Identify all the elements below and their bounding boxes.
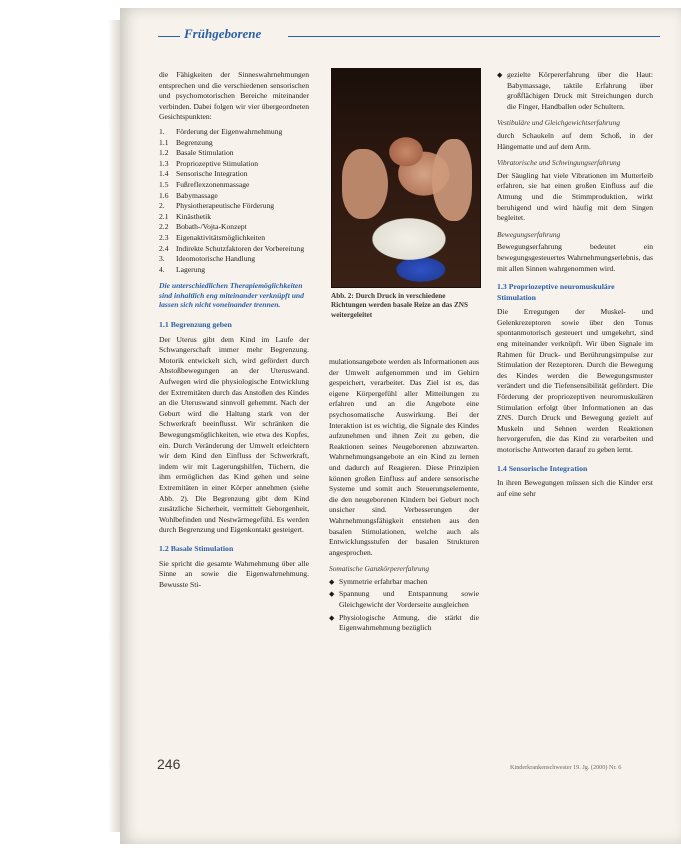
outline-text: Fußreflexzonenmassage — [176, 179, 250, 189]
column-2 — [329, 357, 479, 636]
therapy-outline — [159, 127, 309, 275]
infant-photo — [331, 68, 481, 288]
bullet-list — [329, 577, 479, 634]
section-text: Der Säugling hat viele Vibrationen im Mutterleib erfahren, sie hat einen großen Einfluss auf die Atmung und die Stimmproduktion, wirkt beruhigend und wird häufig mit dem Singen begleitet. — [497, 170, 653, 223]
bullet-diamond-icon: ◆ — [329, 590, 335, 599]
outline-text: Eigenaktivitätsmöglichkeiten — [176, 232, 265, 242]
outline-item — [159, 222, 309, 233]
outline-text: Propriozeptive Stimulation — [176, 158, 259, 168]
section-text: Der Uterus gibt dem Kind im Laufe der Schwangerschaft immer mehr Begrenzung. Motorik entwickelt sich, wird gefördert durch Abstoßbewegungen an der Uteruswand. Aufwegen wird die physiologische Entwicklung der Extremitäten durch das Anstoßen des Kindes an die Uteruswand sinnvoll gehemmt. Nach der Geburt wird die Haltung stark von der Schwerkraft beeinflusst. Wir schränken die Bewegungsmöglichkeiten, wie etwa des Kopfes, ein. Durch Veränderung der Umwelt erleichtern wir dem Kind den Einfluss der Schwerkraft, indem wir mit Lagerungshilfen, Tüchern, die ihm ermöglichen das Kind gehen und seine Extremitäten in einer Körper annehmen (siehe Abb. 2). Die Begrenzung gibt dem Kind zusätzliche Sicherheit, vermittelt Geborgenheit, Wohlbefinden und Nestwärmegefühl. Es werden durch Begrenzung und Eigenkontakt gesteigert. — [159, 334, 309, 535]
header-rule-left — [158, 36, 180, 37]
outline-number: 1.5 — [159, 179, 169, 189]
outline-number: 1.4 — [159, 169, 169, 179]
outline-item — [159, 191, 309, 202]
bullet-diamond-icon: ◆ — [329, 613, 335, 622]
intro-paragraph: die Fähigkeiten der Sinneswahrnehmungen entsprechen und die verschiedenen sensorischen und psychomotorischen Bereiche miteinander verbinden. Dabei folgen wir vier übergeordneten Gesichtspunkten: — [159, 70, 309, 122]
outline-number: 3. — [159, 254, 165, 264]
outline-text: Physiotherapeutische Förderung — [176, 201, 275, 211]
outline-item — [159, 201, 309, 212]
running-header — [140, 26, 660, 46]
outline-item — [159, 265, 309, 276]
section-heading: 1.2 Basale Stimulation — [159, 543, 234, 553]
outline-item — [159, 127, 309, 138]
column-1 — [159, 70, 309, 594]
outline-text: Bobath-/Vojta-Konzept — [176, 222, 247, 232]
outline-number: 1. — [159, 126, 165, 136]
section-text: Bewegungserfahrung bedeutet ein bewegungsgesteuertes Wahrnehmungserlebnis, das mit allen Sinnen wahrgenommen wird. — [497, 242, 653, 273]
outline-item — [159, 148, 309, 159]
header-rule-right — [288, 36, 660, 37]
outline-item — [159, 159, 309, 170]
bullet-text: Physiologische Atmung, die stärkt die Eigenwahrnehmung bezüglich — [339, 612, 479, 633]
page-number: 246 — [157, 756, 181, 772]
subsection-heading: Vibratorische und Schwingungserfahrung — [497, 158, 621, 168]
outline-text: Begrenzung — [176, 137, 213, 147]
photo-caption: Abb. 2: Durch Druck in verschiedene Richtungen werden basale Reize an das ZNS weitergeleitet — [331, 292, 468, 319]
outline-number: 2.2 — [159, 222, 169, 232]
outline-text: Babymassage — [176, 190, 218, 200]
bullet-text: Spannung und Entspannung sowie Gleichgewicht der Vorderseite ausgleichen — [339, 589, 479, 610]
outline-number: 2.3 — [159, 232, 169, 242]
outline-text: Basale Stimulation — [176, 148, 234, 158]
section-text: durch Schaukeln auf dem Schoß, in der Hängematte und auf dem Arm. — [497, 130, 653, 151]
hand-right-shape — [432, 139, 472, 221]
section-text: In ihren Bewegungen müssen sich die Kinder erst auf eine sehr — [497, 478, 653, 498]
outline-item — [159, 254, 309, 265]
column-3 — [497, 70, 653, 503]
outline-number: 1.2 — [159, 148, 169, 158]
outline-item — [159, 244, 309, 255]
bullet-item — [329, 589, 479, 610]
section-text: mulationsangebote werden als Informationen aus der Umwelt aufgenommen und im Gehirn gespeichert, verarbeitet. Das Ziel ist es, das eigene Körpergefühl aller Mitteilungen zu erfahren und an die Angebote eine psychosomatische Auswirkung. Bei der Interaktion ist es wichtig, die Signale des Kindes aufzunehmen und ihnen Zeit zu geben, die Reaktionen seines Neugeborenen abzuwarten. Wahrnehmungsangebote an ein Kind zu lernen und dadurch auf Reagieren. Diese Prinzipien können großen Einfluss auf andere sensorische Systeme und somit auch Steuerungselemente, die den neugeborenen Kindern bei Geburt noch unsicher sind. Verbesserungen der Wahrnehmungsfähigkeit entstehen aus den basalen Stimulationen, welche auch als Entwicklungsstufen der basalen Strukturen angesprochen. — [329, 357, 479, 557]
bullet-item — [329, 613, 479, 634]
bullet-text: Symmetrie erfahrbar machen — [339, 576, 428, 586]
bullet-text: gezielte Körpererfahrung über die Haut: Babymassage, taktile Erfahrung über großflächigen Druck mit Streichungen durch die Finger, Handballen oder Schultern. — [507, 70, 653, 111]
outline-number: 1.3 — [159, 158, 169, 168]
outline-text: Indirekte Schutzfaktoren der Vorbereitung — [176, 243, 305, 253]
section-heading: 1.3 Propriozeptive neuromuskuläre Stimulation — [497, 282, 615, 302]
bullet-list — [497, 70, 653, 112]
outline-item — [159, 233, 309, 244]
outline-text: Sensorische Integration — [176, 169, 248, 179]
highlight-statement: Die unterschiedlichen Therapiemöglichkeiten sind inhaltlich eng miteinander verknüpft und lassen sich nicht voneinander trennen. — [159, 281, 304, 310]
outline-number: 2. — [159, 201, 165, 211]
outline-text: Kinästhetik — [176, 211, 212, 221]
outline-number: 1.6 — [159, 190, 169, 200]
outline-text: Lagerung — [176, 264, 206, 274]
subsection-heading: Vestibuläre und Gleichgewichtserfahrung — [497, 118, 620, 128]
section-text: Sie spricht die gesamte Wahrnehmung über alle Sinne an sowie die Eigenwahrnehmung. Bewusste Sti- — [159, 558, 309, 589]
section-heading: 1.4 Sensorische Integration — [497, 463, 588, 473]
bullet-diamond-icon: ◆ — [329, 577, 335, 586]
bullet-item — [329, 577, 479, 588]
section-text: Die Erregungen der Muskel- und Gelenkrezeptoren sowie über den Tonus spontanmotorisch gesteuert und umgekehrt, sind eng miteinander verknüpft. Wir üben Signale im Rahmen für Druck- und Berührungsimpulse zur Stimulation der Rezeptoren. Durch die Bewegung des Kindes werden die Bewegungsmuster verändert und die Tiefensensibilität gefördert. Die Förderung der propriozeptiven neuromuskulären Stimulation erfolgt über Informationen an das ZNS. Durch Druck und Bewegung gezielt auf Muskeln und Sehnen werden Reaktionen hervorgerufen, die das Kind zu verarbeiten und motorische Antworten darauf zu geben lernt. — [497, 307, 653, 454]
header-title: Frühgeborene — [184, 26, 262, 41]
outline-item — [159, 180, 309, 191]
outline-number: 4. — [159, 264, 165, 274]
section-heading: 1.1 Begrenzung geben — [159, 320, 232, 330]
bullet-item — [497, 70, 653, 112]
subsection-heading: Bewegungserfahrung — [497, 229, 561, 239]
bullet-diamond-icon: ◆ — [497, 71, 503, 79]
outline-text: Ideomotorische Handlung — [176, 254, 256, 264]
outline-item — [159, 212, 309, 223]
outline-number: 2.4 — [159, 243, 169, 253]
journal-footer: Kinderkrankenschwester 19. Jg. (2000) Nr. 6 — [510, 764, 622, 771]
subsection-heading: Somatische Ganzkörpererfahrung — [329, 564, 430, 574]
outline-item — [159, 138, 309, 149]
hand-left-shape — [342, 149, 388, 219]
outline-text: Förderung der Eigenwahrnehmung — [176, 126, 283, 136]
outline-number: 2.1 — [159, 211, 169, 221]
outline-number: 1.1 — [159, 137, 169, 147]
outline-item — [159, 169, 309, 180]
